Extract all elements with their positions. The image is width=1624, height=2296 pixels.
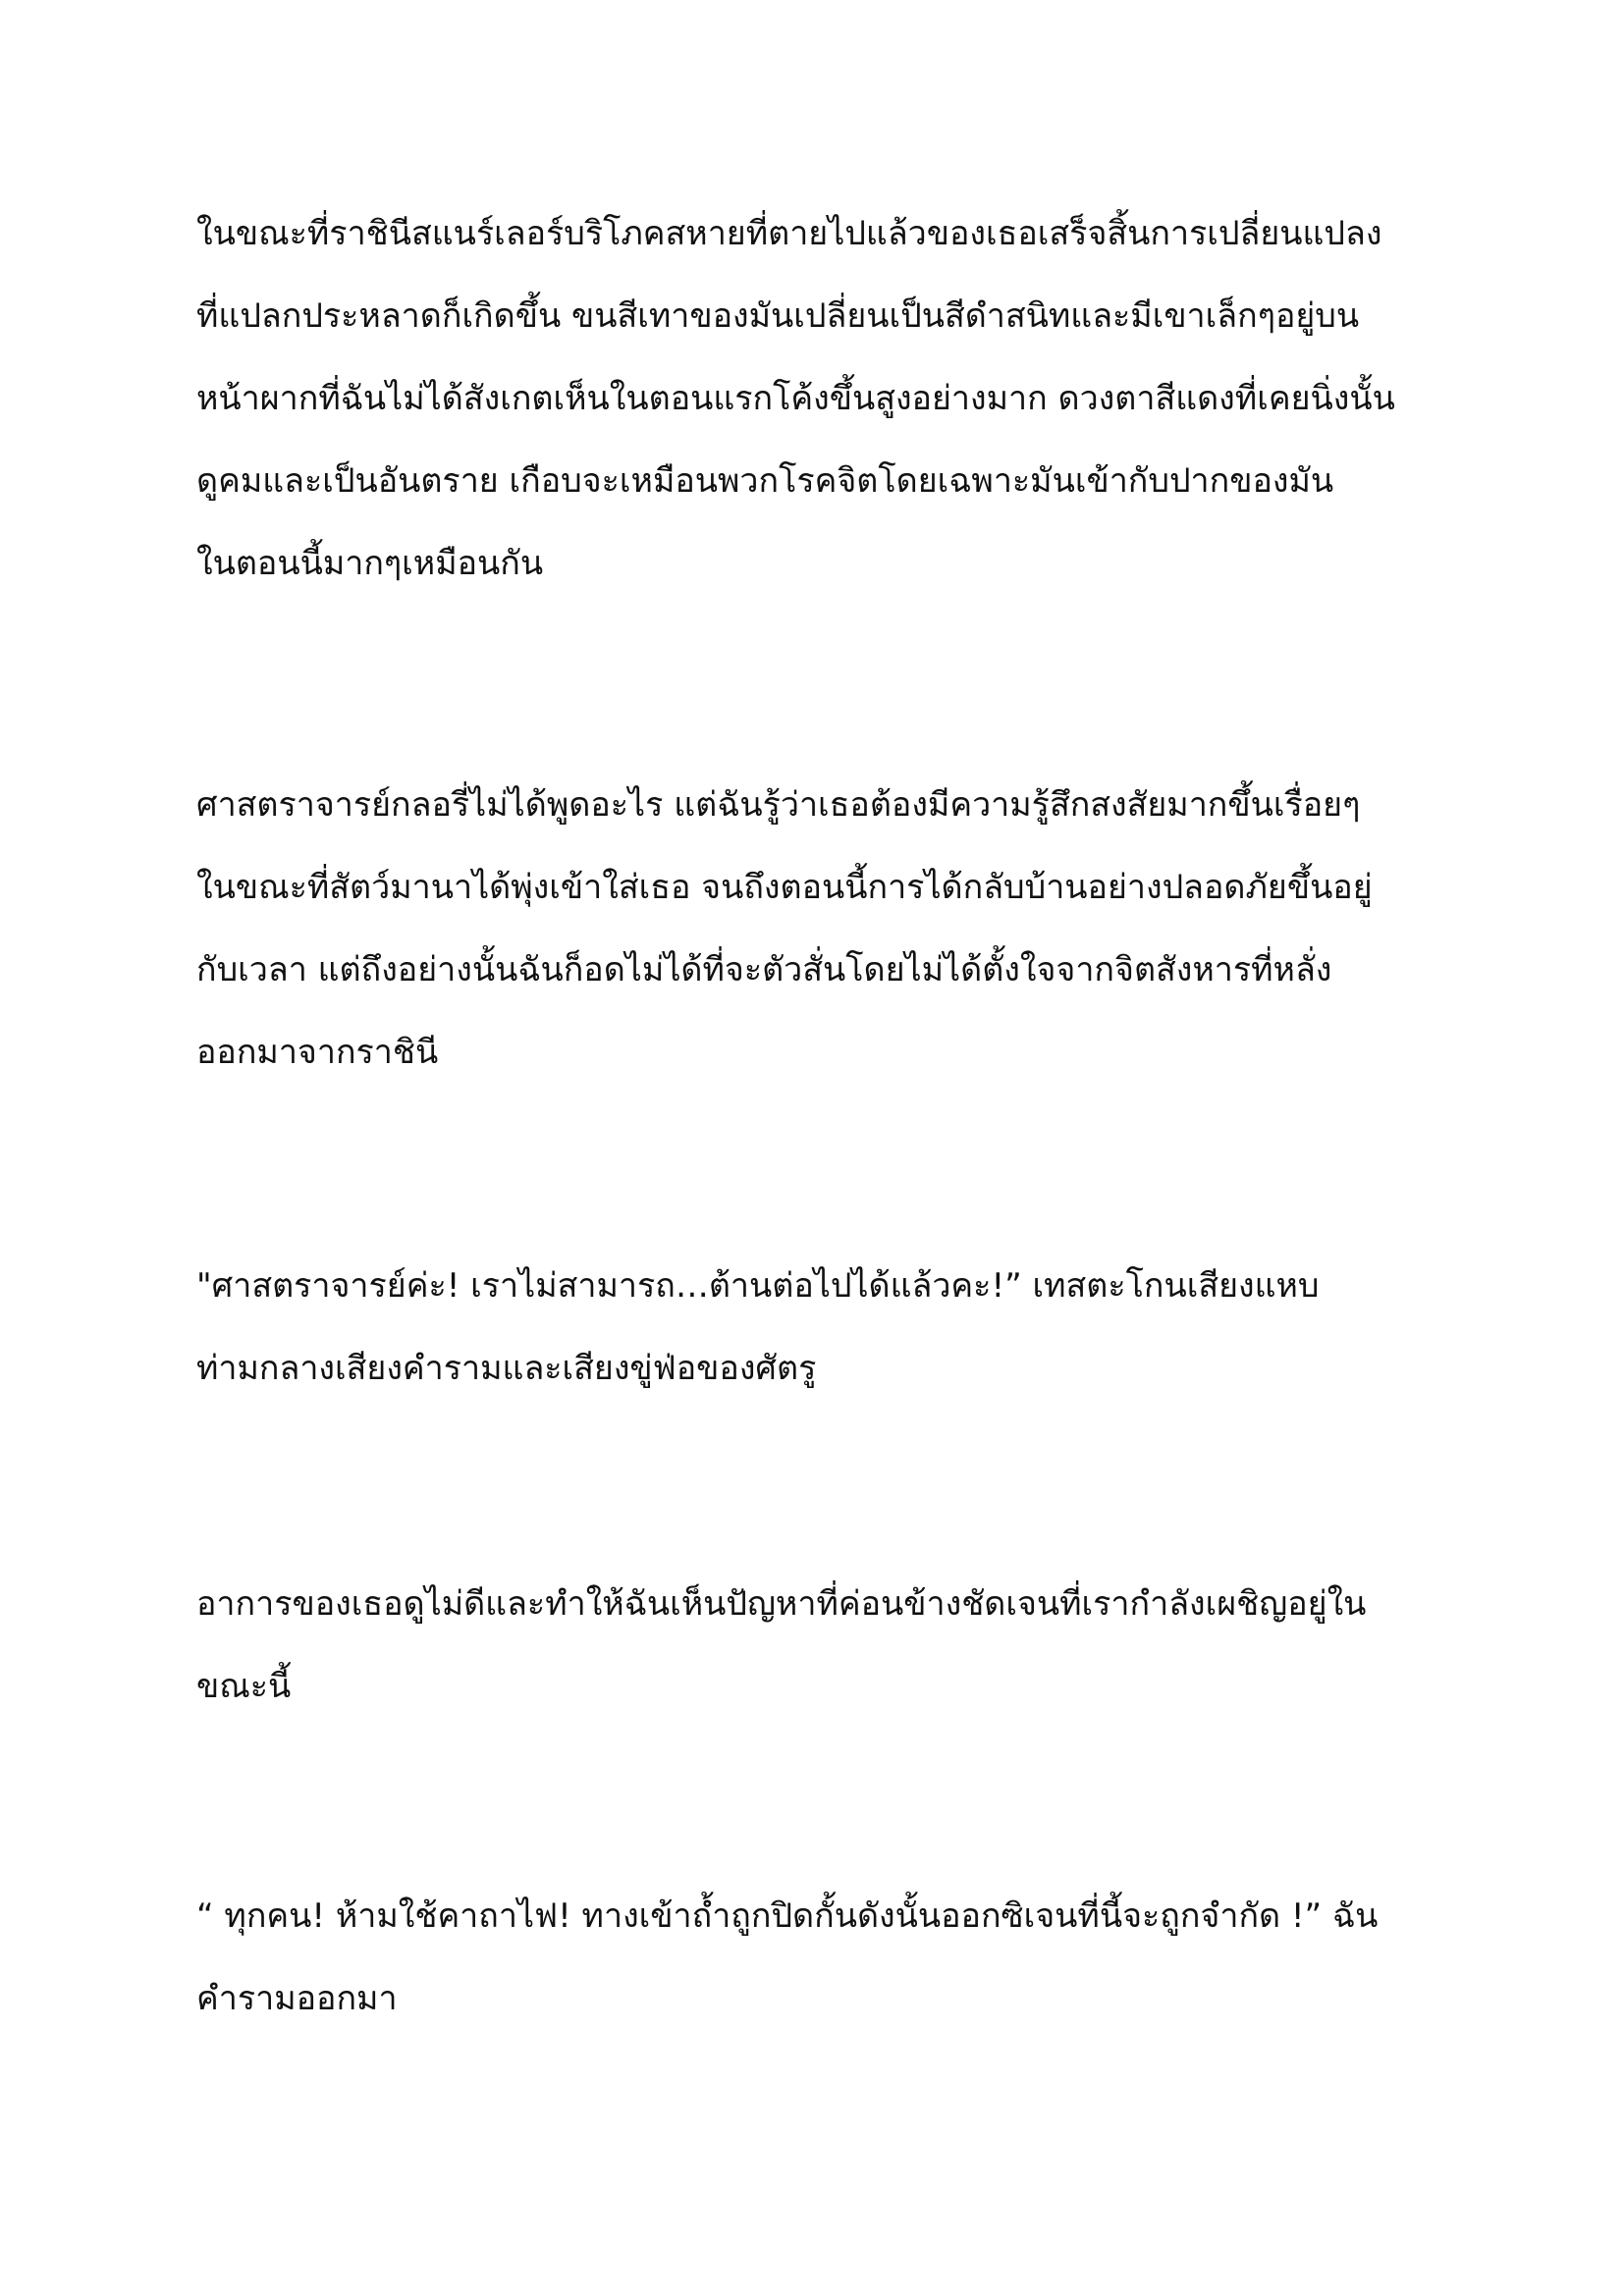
paragraph-line: ในขณะที่ราชินีสแนร์เลอร์บริโภคสหายที่ตายไปแล้วของเธอเสร็จสิ้นการเปลี่ยนแปลง <box>196 214 1382 253</box>
paragraph-line: ท่ามกลางเสียงคำรามและเสียงขู่ฟ่อของศัตรู <box>196 1349 817 1388</box>
paragraph-line: คำรามออกมา <box>196 1979 398 2018</box>
paragraph-line: “ ทุกคน! ห้ามใช้คาถาไฟ! ทางเข้าถ้ำถูกปิดกั้นดังนั้นออกซิเจนที่นี้จะถูกจำกัด !” ฉัน <box>196 1896 1379 1936</box>
paragraph-1 <box>196 192 1473 605</box>
paragraph-2 <box>196 764 1473 1094</box>
paragraph-5 <box>196 1875 1473 2040</box>
paragraph-line: อาการของเธอดูไม่ดีและทำให้ฉันเห็นปัญหาที่ค่อนข้างชัดเจนที่เรากำลังเผชิญอยู่ใน <box>196 1584 1367 1624</box>
paragraph-line: ศาสตราจารย์กลอรี่ไม่ได้พูดอะไร แต่ฉันรู้ว่าเธอต้องมีความรู้สึกสงสัยมากขึ้นเรื่อยๆ <box>196 785 1361 825</box>
paragraph-line: ดูคมและเป็นอันตราย เกือบจะเหมือนพวกโรคจิตโดยเฉพาะมันเข้ากับปากของมัน <box>196 461 1334 501</box>
paragraph-line: ในตอนนี้มากๆเหมือนกัน <box>196 544 544 583</box>
paragraph-line: ออกมาจากราชินี <box>196 1033 439 1072</box>
paragraph-line: หน้าผากที่ฉันไม่ได้สังเกตเห็นในตอนแรกโค้งขึ้นสูงอย่างมาก ดวงตาสีแดงที่เคยนิ่งนั้น <box>196 379 1395 418</box>
paragraph-3 <box>196 1245 1473 1410</box>
paragraph-line: กับเวลา แต่ถึงอย่างนั้นฉันก็อดไม่ได้ที่จะตัวสั่นโดยไม่ได้ตั้งใจจากจิตสังหารที่หลั่ง <box>196 950 1332 989</box>
paragraph-line: ในขณะที่สัตว์มานาได้พุ่งเข้าใส่เธอ จนถึงตอนนี้การได้กลับบ้านอย่างปลอดภัยขึ้นอยู่ <box>196 868 1373 907</box>
paragraph-4 <box>196 1563 1473 1728</box>
paragraph-line: ที่แปลกประหลาดก็เกิดขึ้น ขนสีเทาของมันเปลี่ยนเป็นสีดำสนิทและมีเขาเล็กๆอยู่บน <box>196 296 1360 336</box>
paragraph-line: ขณะนี้ <box>196 1667 292 1706</box>
paragraph-line: "ศาสตราจารย์ค่ะ! เราไม่สามารถ…ต้านต่อไปได้แล้วคะ!” เทสตะโกนเสียงแหบ <box>196 1266 1320 1306</box>
